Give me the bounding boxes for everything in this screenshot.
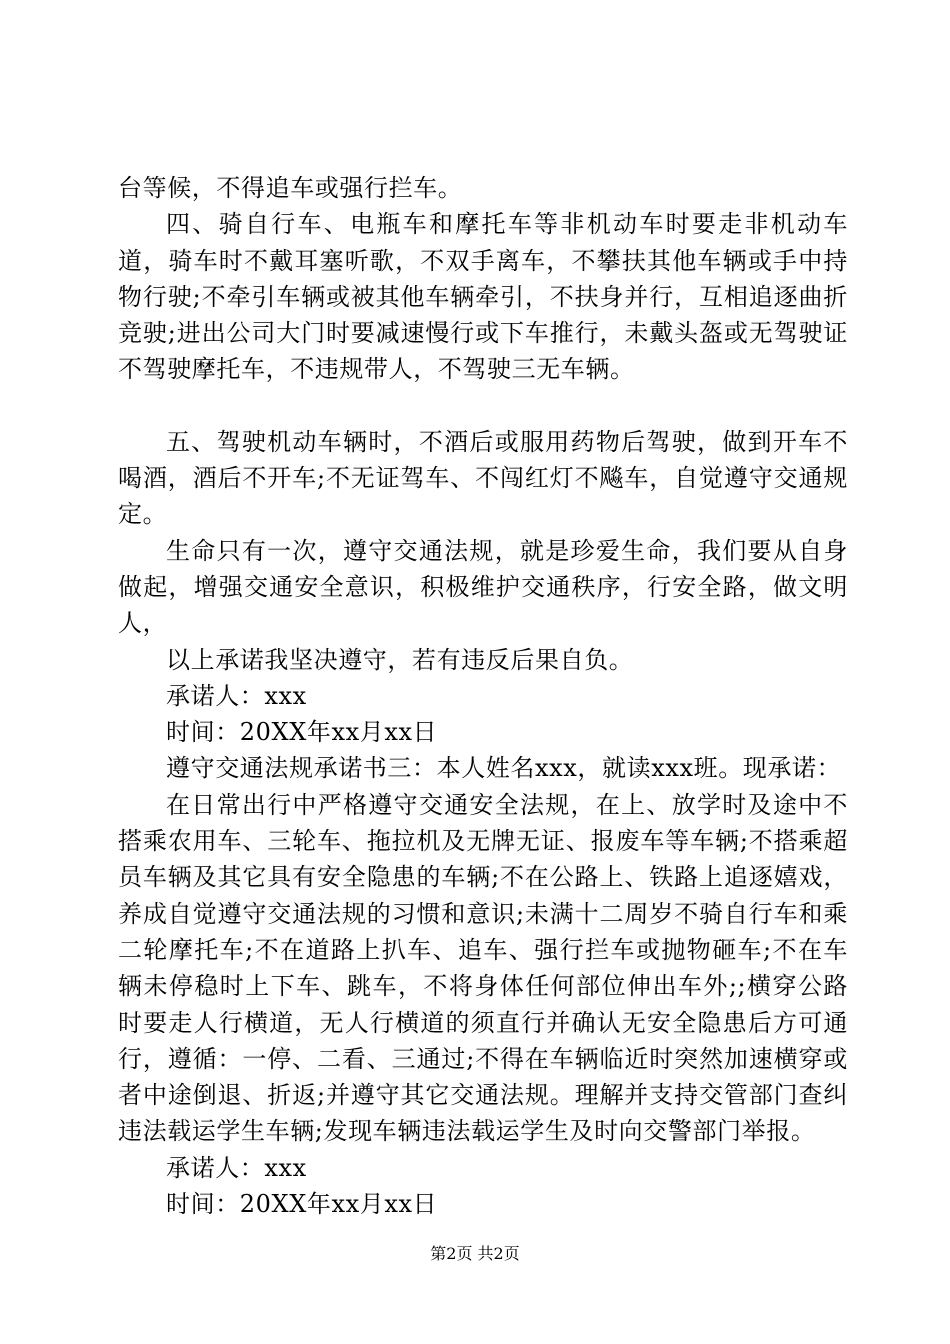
section-three-heading: 遵守交通法规承诺书三：本人姓名xxx，就读xxx班。现承诺： <box>166 754 842 783</box>
paragraph-gap <box>118 388 848 424</box>
signer-line: 承诺人：xxx <box>166 681 307 710</box>
page-number-footer: 第2页 共2页 <box>430 1244 520 1263</box>
paragraph-rule-four: 四、骑自行车、电瓶车和摩托车等非机动车时要走非机动车道，骑车时不戴耳塞听歌，不双手离车，不攀扶其他车辆或手中持物行驶;不牵引车辆或被其他车辆牵引，不扶身并行，互相追逐曲折竞驶;进出公司大门时要减速慢行或下车推行，未戴头盔或无驾驶证不驾驶摩托车，不违规带人，不驾驶三无车辆。 <box>118 210 848 384</box>
paragraph-daily-travel: 在日常出行中严格遵守交通安全法规，在上、放学时及途中不搭乘农用车、三轮车、拖拉机及无牌无证、报废车等车辆;不搭乘超员车辆及其它具有安全隐患的车辆;不在公路上、铁路上追逐嬉戏，养成自觉遵守交通法规的习惯和意识;未满十二周岁不骑自行车和乘二轮摩托车;不在道路上扒车、追车、强行拦车或抛物砸车;不在车辆未停稳时上下车、跳车，不将身体任何部位伸出车外;;横穿公路时要走人行横道，无人行横道的须直行并确认无安全隐患后方可通行，遵循：一停、二看、三通过;不得在车辆临近时突然加速横穿或者中途倒退、折返;并遵守其它交通法规。理解并支持交管部门查纠违法载运学生车辆;发现车辆违法载运学生及时向交警部门举报。 <box>118 790 848 1146</box>
paragraph-rule-five: 五、驾驶机动车辆时，不酒后或服用药物后驾驶，做到开车不喝酒，酒后不开车;不无证驾车、不闯红灯不飚车，自觉遵守交通规定。 <box>118 427 848 529</box>
signer-line-second: 承诺人：xxx <box>166 1153 307 1182</box>
paragraph-continuation: 台等候，不得追车或强行拦车。 <box>118 174 463 202</box>
date-line: 时间：20XX年xx月xx日 <box>166 718 438 747</box>
date-line-second: 时间：20XX年xx月xx日 <box>166 1190 438 1219</box>
paragraph-commitment: 以上承诺我坚决遵守，若有违反后果自负。 <box>166 645 634 674</box>
paragraph-life-once: 生命只有一次，遵守交通法规，就是珍爱生命，我们要从自身做起，增强交通安全意识，积极维护交通秩序，行安全路，做文明人， <box>118 536 848 638</box>
document-body <box>118 170 848 1222</box>
